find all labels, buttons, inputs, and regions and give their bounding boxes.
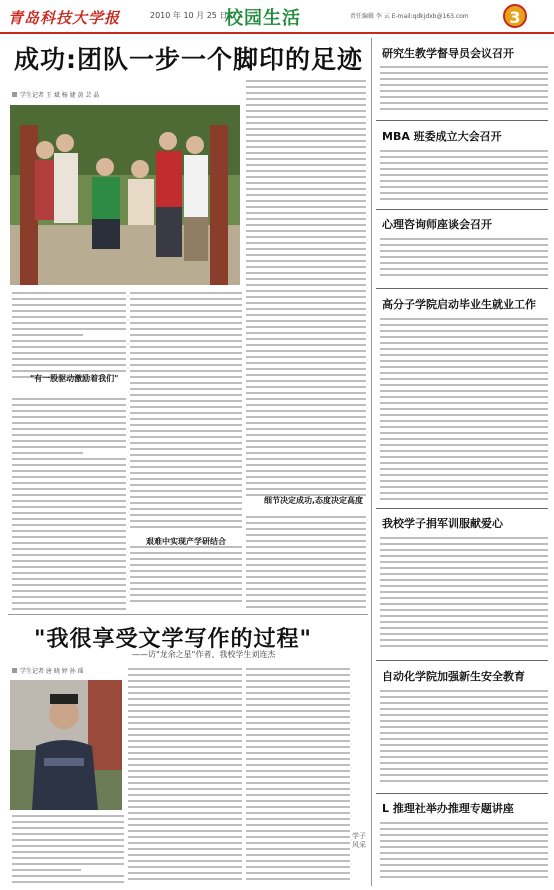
story2-column-1 <box>12 815 124 885</box>
news-divider <box>376 288 548 289</box>
news-divider <box>376 120 548 121</box>
news-title-1: 研究生教学督导员会议召开 <box>382 47 514 60</box>
news-title-6: 自动化学院加强新生安全教育 <box>382 670 525 683</box>
section-title: 校园生活 <box>225 8 301 29</box>
news-divider <box>376 793 548 794</box>
masthead-rule <box>0 32 554 34</box>
story1-subhead-3: 细节决定成功,态度决定高度 <box>264 496 364 505</box>
story2-subtitle: ——访"龙余之星"作者、我校学生刘连杰 <box>132 650 276 659</box>
editor-info: 责任编辑 李 云 E-mail:qdkjdxb@163.com <box>350 13 469 20</box>
story1-subhead-2: 艰难中实现产学研结合 <box>146 537 226 546</box>
story1-byline: 学生记者 王 斌 杨 婕 黄 芸 晶 <box>12 90 99 99</box>
story2-column-3 <box>246 668 350 886</box>
issue-date: 2010 年 10 月 25 日 <box>150 11 228 20</box>
news-title-4: 高分子学院启动毕业生就业工作 <box>382 298 536 311</box>
news-title-7: L 推理社举办推理专题讲座 <box>382 802 514 815</box>
author-photo <box>10 680 122 810</box>
news-body-7 <box>380 822 548 886</box>
story1-headline: 成功:团队一步一个脚印的足迹 <box>14 45 363 74</box>
team-photo <box>10 105 240 285</box>
news-body-2 <box>380 150 548 208</box>
story1-column-2 <box>130 292 242 612</box>
news-body-4 <box>380 318 548 506</box>
section-rule <box>8 614 368 615</box>
story2-column-2 <box>128 668 242 886</box>
news-body-5 <box>380 537 548 653</box>
column-divider <box>371 38 372 886</box>
newspaper-name: 青岛科技大学报 <box>8 9 121 27</box>
story2-byline: 学生记者 唐 晓 婷 孙 瑶 <box>12 666 84 675</box>
news-body-3 <box>380 238 548 286</box>
news-divider <box>376 660 548 661</box>
news-title-2: MBA 班委成立大会召开 <box>382 130 502 143</box>
side-decoration: 学子风采 <box>352 832 366 849</box>
news-body-6 <box>380 690 548 790</box>
story1-subhead-1: "有一股驱动激励着我们" <box>30 374 119 383</box>
page-number-badge: 3 <box>503 4 527 28</box>
news-title-3: 心理咨询师座谈会召开 <box>382 218 492 231</box>
news-divider <box>376 209 548 210</box>
story1-column-1 <box>12 292 126 612</box>
story2-headline: "我很享受文学写作的过程" <box>34 627 312 652</box>
masthead <box>0 0 554 34</box>
news-title-5: 我校学子捐军训服献爱心 <box>382 517 503 530</box>
news-body-1 <box>380 66 548 118</box>
news-divider <box>376 508 548 509</box>
story1-column-3 <box>246 80 366 612</box>
